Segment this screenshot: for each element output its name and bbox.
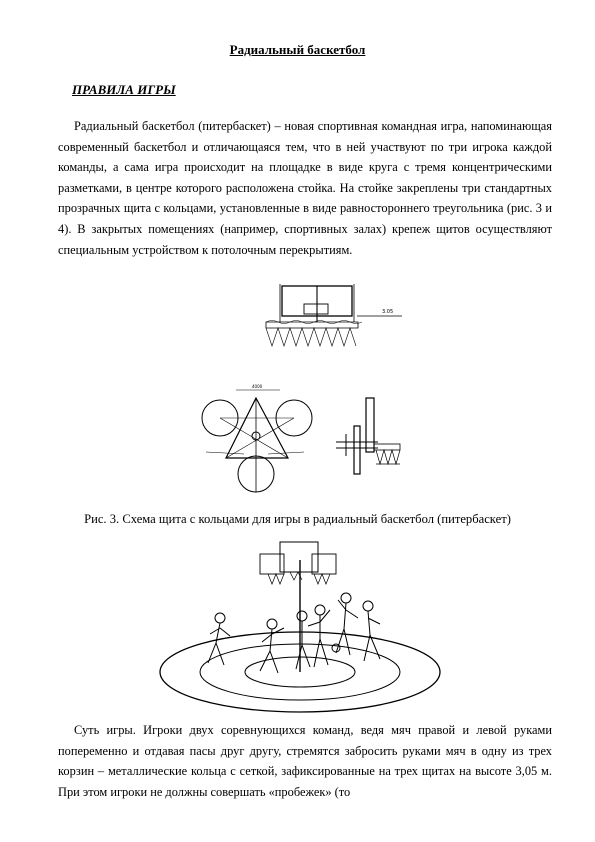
paragraph-game-essence: Суть игры. Игроки двух соревнующихся команд, ведя мяч правой и левой руками попеременно и отдавая пасы друг другу, стремятся забросить руками мяч в одну из трех корзин – металлические кольца с сеткой, зафиксированные на трех щитах на высоте 3,05 м. При этом игроки не должны совершать «пробежек» (то [58, 723, 552, 799]
svg-text:4000: 4000 [252, 384, 263, 389]
paragraph-intro: Радиальный баскетбол (питербаскет) – новая спортивная командная игра, напоминающая современный баскетбол и отличающаяся тем, что в ней участвуют по три игрока каждой команды, а сама игра происходит на площадке в виде круга с тремя концентрическими разметками, в центре которого расположена стойка. На стойке закреплены три стандартных прозрачных щита с кольцами, установленные в виде равностороннего треугольника (рис. 3 и 4). В закрытых помещениях (например, спортивных залах) крепеж щитов осуществляют специальным устройством к потолочным перекрытиям. [58, 119, 552, 257]
section-heading: ПРАВИЛА ИГРЫ [72, 82, 176, 97]
triangle-layout-diagram [196, 382, 316, 500]
page-title: Радиальный баскетбол [229, 42, 366, 57]
figure-caption: Рис. 3. Схема щита с кольцами для игры в радиальный баскетбол (питербаскет) [84, 512, 511, 526]
svg-text:3.05: 3.05 [382, 309, 394, 315]
backboard-front-diagram [262, 282, 412, 354]
backboard-side-diagram [332, 396, 412, 476]
game-illustration [150, 540, 450, 716]
